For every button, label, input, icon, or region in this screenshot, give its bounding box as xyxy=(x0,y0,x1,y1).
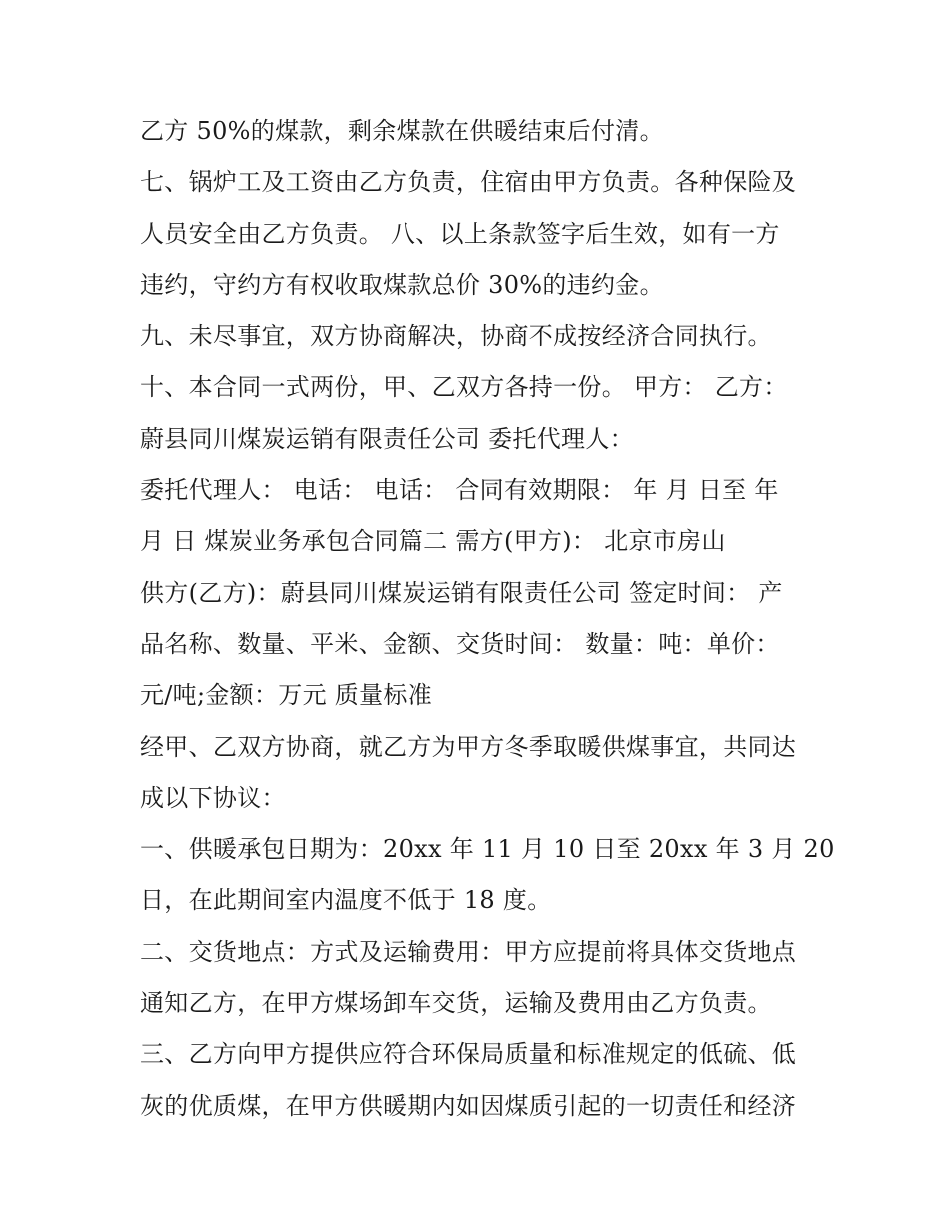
text-line: 七、锅炉工及工资由乙方负责，住宿由甲方负责。各种保险及 xyxy=(140,168,797,197)
text-line: 一、供暖承包日期为：20xx 年 11 月 10 日至 20xx 年 3 月 20 xyxy=(140,835,835,864)
text-line: 人员安全由乙方负责。 八、以上条款签字后生效，如有一方 xyxy=(140,219,780,248)
text-line: 十、本合同一式两份，甲、乙双方各持一份。 甲方： 乙方： xyxy=(140,373,788,402)
text-line: 供方(乙方)：蔚县同川煤炭运销有限责任公司 签定时间： 产 xyxy=(140,578,783,607)
text-line: 蔚县同川煤炭运销有限责任公司 委托代理人： xyxy=(140,424,634,453)
text-line: 二、交货地点：方式及运输费用：甲方应提前将具体交货地点 xyxy=(140,937,797,966)
text-line: 日，在此期间室内温度不低于 18 度。 xyxy=(140,886,552,915)
text-line: 成以下协议： xyxy=(140,783,286,812)
text-line: 经甲、乙双方协商，就乙方为甲方冬季取暖供煤事宜，共同达 xyxy=(140,732,797,761)
text-line: 灰的优质煤，在甲方供暖期内如因煤质引起的一切责任和经济 xyxy=(140,1091,797,1120)
text-line: 九、未尽事宜，双方协商解决，协商不成按经济合同执行。 xyxy=(140,322,772,351)
text-line: 乙方 50%的煤款，剩余煤款在供暖结束后付清。 xyxy=(140,117,664,145)
document-body xyxy=(140,106,835,1132)
text-line: 元/吨;金额：万元 质量标准 xyxy=(140,681,432,710)
text-line: 三、乙方向甲方提供应符合环保局质量和标准规定的低硫、低 xyxy=(140,1040,797,1069)
text-line: 通知乙方，在甲方煤场卸车交货，运输及费用由乙方负责。 xyxy=(140,989,772,1018)
text-line: 委托代理人： 电话： 电话： 合同有效期限： 年 月 日至 年 xyxy=(140,476,779,505)
text-line: 违约，守约方有权收取煤款总价 30%的违约金。 xyxy=(140,270,664,299)
text-line: 月 日 煤炭业务承包合同篇二 需方(甲方)： 北京市房山 xyxy=(140,527,726,556)
text-line: 品名称、数量、平米、金额、交货时间： 数量：吨：单价： xyxy=(140,629,780,658)
